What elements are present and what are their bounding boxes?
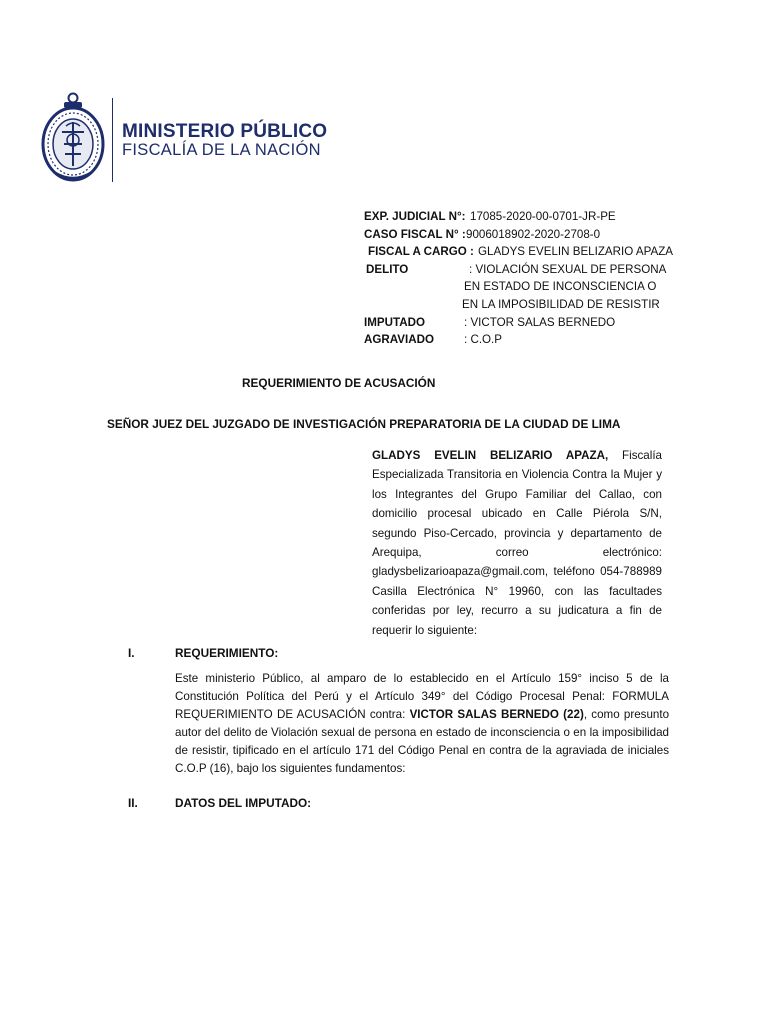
- case-info-value: EN LA IMPOSIBILIDAD DE RESISTIR: [462, 297, 660, 311]
- institution-logo: [40, 92, 328, 188]
- case-info-key: FISCAL A CARGO :: [368, 245, 474, 259]
- section-number: II.: [128, 796, 138, 810]
- document-title: REQUERIMIENTO DE ACUSACIÓN: [242, 376, 436, 390]
- case-info-row: [364, 278, 664, 296]
- section-number: I.: [128, 646, 135, 660]
- addressee-line: SEÑOR JUEZ DEL JUZGADO DE INVESTIGACIÓN PREPARATORIA DE LA CIUDAD DE LIMA: [107, 417, 621, 431]
- logo-divider: [112, 98, 113, 182]
- case-info-value: : VIOLACIÓN SEXUAL DE PERSONA: [469, 262, 667, 276]
- organization-name: MINISTERIO PÚBLICO: [122, 121, 328, 142]
- section-title: DATOS DEL IMPUTADO:: [175, 796, 312, 810]
- coat-of-arms-seal-icon: [40, 92, 106, 184]
- case-info-key: DELITO: [366, 262, 409, 276]
- case-info-row: [364, 331, 664, 349]
- case-info-row: [364, 243, 674, 261]
- case-info-block: [364, 208, 674, 349]
- organization-subtitle: FISCALÍA DE LA NACIÓN: [122, 141, 321, 159]
- case-info-key: AGRAVIADO: [364, 333, 434, 347]
- case-info-value: : C.O.P: [464, 333, 503, 347]
- case-info-key: IMPUTADO: [364, 315, 425, 329]
- case-info-row: [364, 208, 664, 226]
- case-info-row: [364, 226, 664, 244]
- accused-name: VICTOR SALAS BERNEDO (22): [409, 708, 584, 721]
- section-title: REQUERIMIENTO:: [175, 646, 279, 660]
- case-info-key: EXP. JUDICIAL N°:: [364, 210, 466, 223]
- case-info-value: 17085-2020-00-0701-JR-PE: [470, 210, 616, 223]
- case-info-value: 9006018902-2020-2708-0: [466, 227, 601, 241]
- case-info-value: : VICTOR SALAS BERNEDO: [464, 315, 616, 329]
- intro-text: Fiscalía Especializada Transitoria en Violencia Contra la Mujer y los Integrantes del Grupo Familiar del Callao, con domicilio procesal ubicado en Calle Piérola S/N, segundo Piso-Cercado, provincia y departamento de Arequipa, correo electrónico: gladysbelizarioapaza@gmail.com, teléfono 054-788989 Casilla Electrónica N° 19960, con las facultades conferidas por ley, recurro a su judicatura a fin de requerir lo siguiente:: [372, 449, 662, 637]
- case-info-row: [364, 261, 667, 279]
- case-info-key: CASO FISCAL N° :: [364, 227, 466, 241]
- case-info-value: EN ESTADO DE INCONSCIENCIA O: [464, 280, 657, 294]
- requerimiento-text: Este ministerio Público, al amparo de lo establecido en el Artículo 159° inciso 5 de la Constitución Política del Perú y el Artículo 349° del Código Procesal Penal: FORMULA REQUERIMIENTO DE ACUSACIÓN contra:: [175, 672, 669, 721]
- case-info-row: [364, 314, 664, 332]
- case-info-row: [364, 296, 664, 314]
- prosecutor-name: GLADYS EVELIN BELIZARIO APAZA,: [372, 449, 609, 462]
- requerimiento-paragraph: [175, 670, 669, 778]
- case-info-value: GLADYS EVELIN BELIZARIO APAZA: [478, 245, 674, 259]
- intro-paragraph: [372, 446, 662, 640]
- requerimiento-text: , como presunto autor del delito de Violación sexual de persona en estado de inconsciencia o en la imposibilidad de resistir, tipificado en el artículo 171 del Código Penal en contra de la agraviada de iniciales C.O.P (16), bajo los siguientes fundamentos:: [175, 708, 670, 775]
